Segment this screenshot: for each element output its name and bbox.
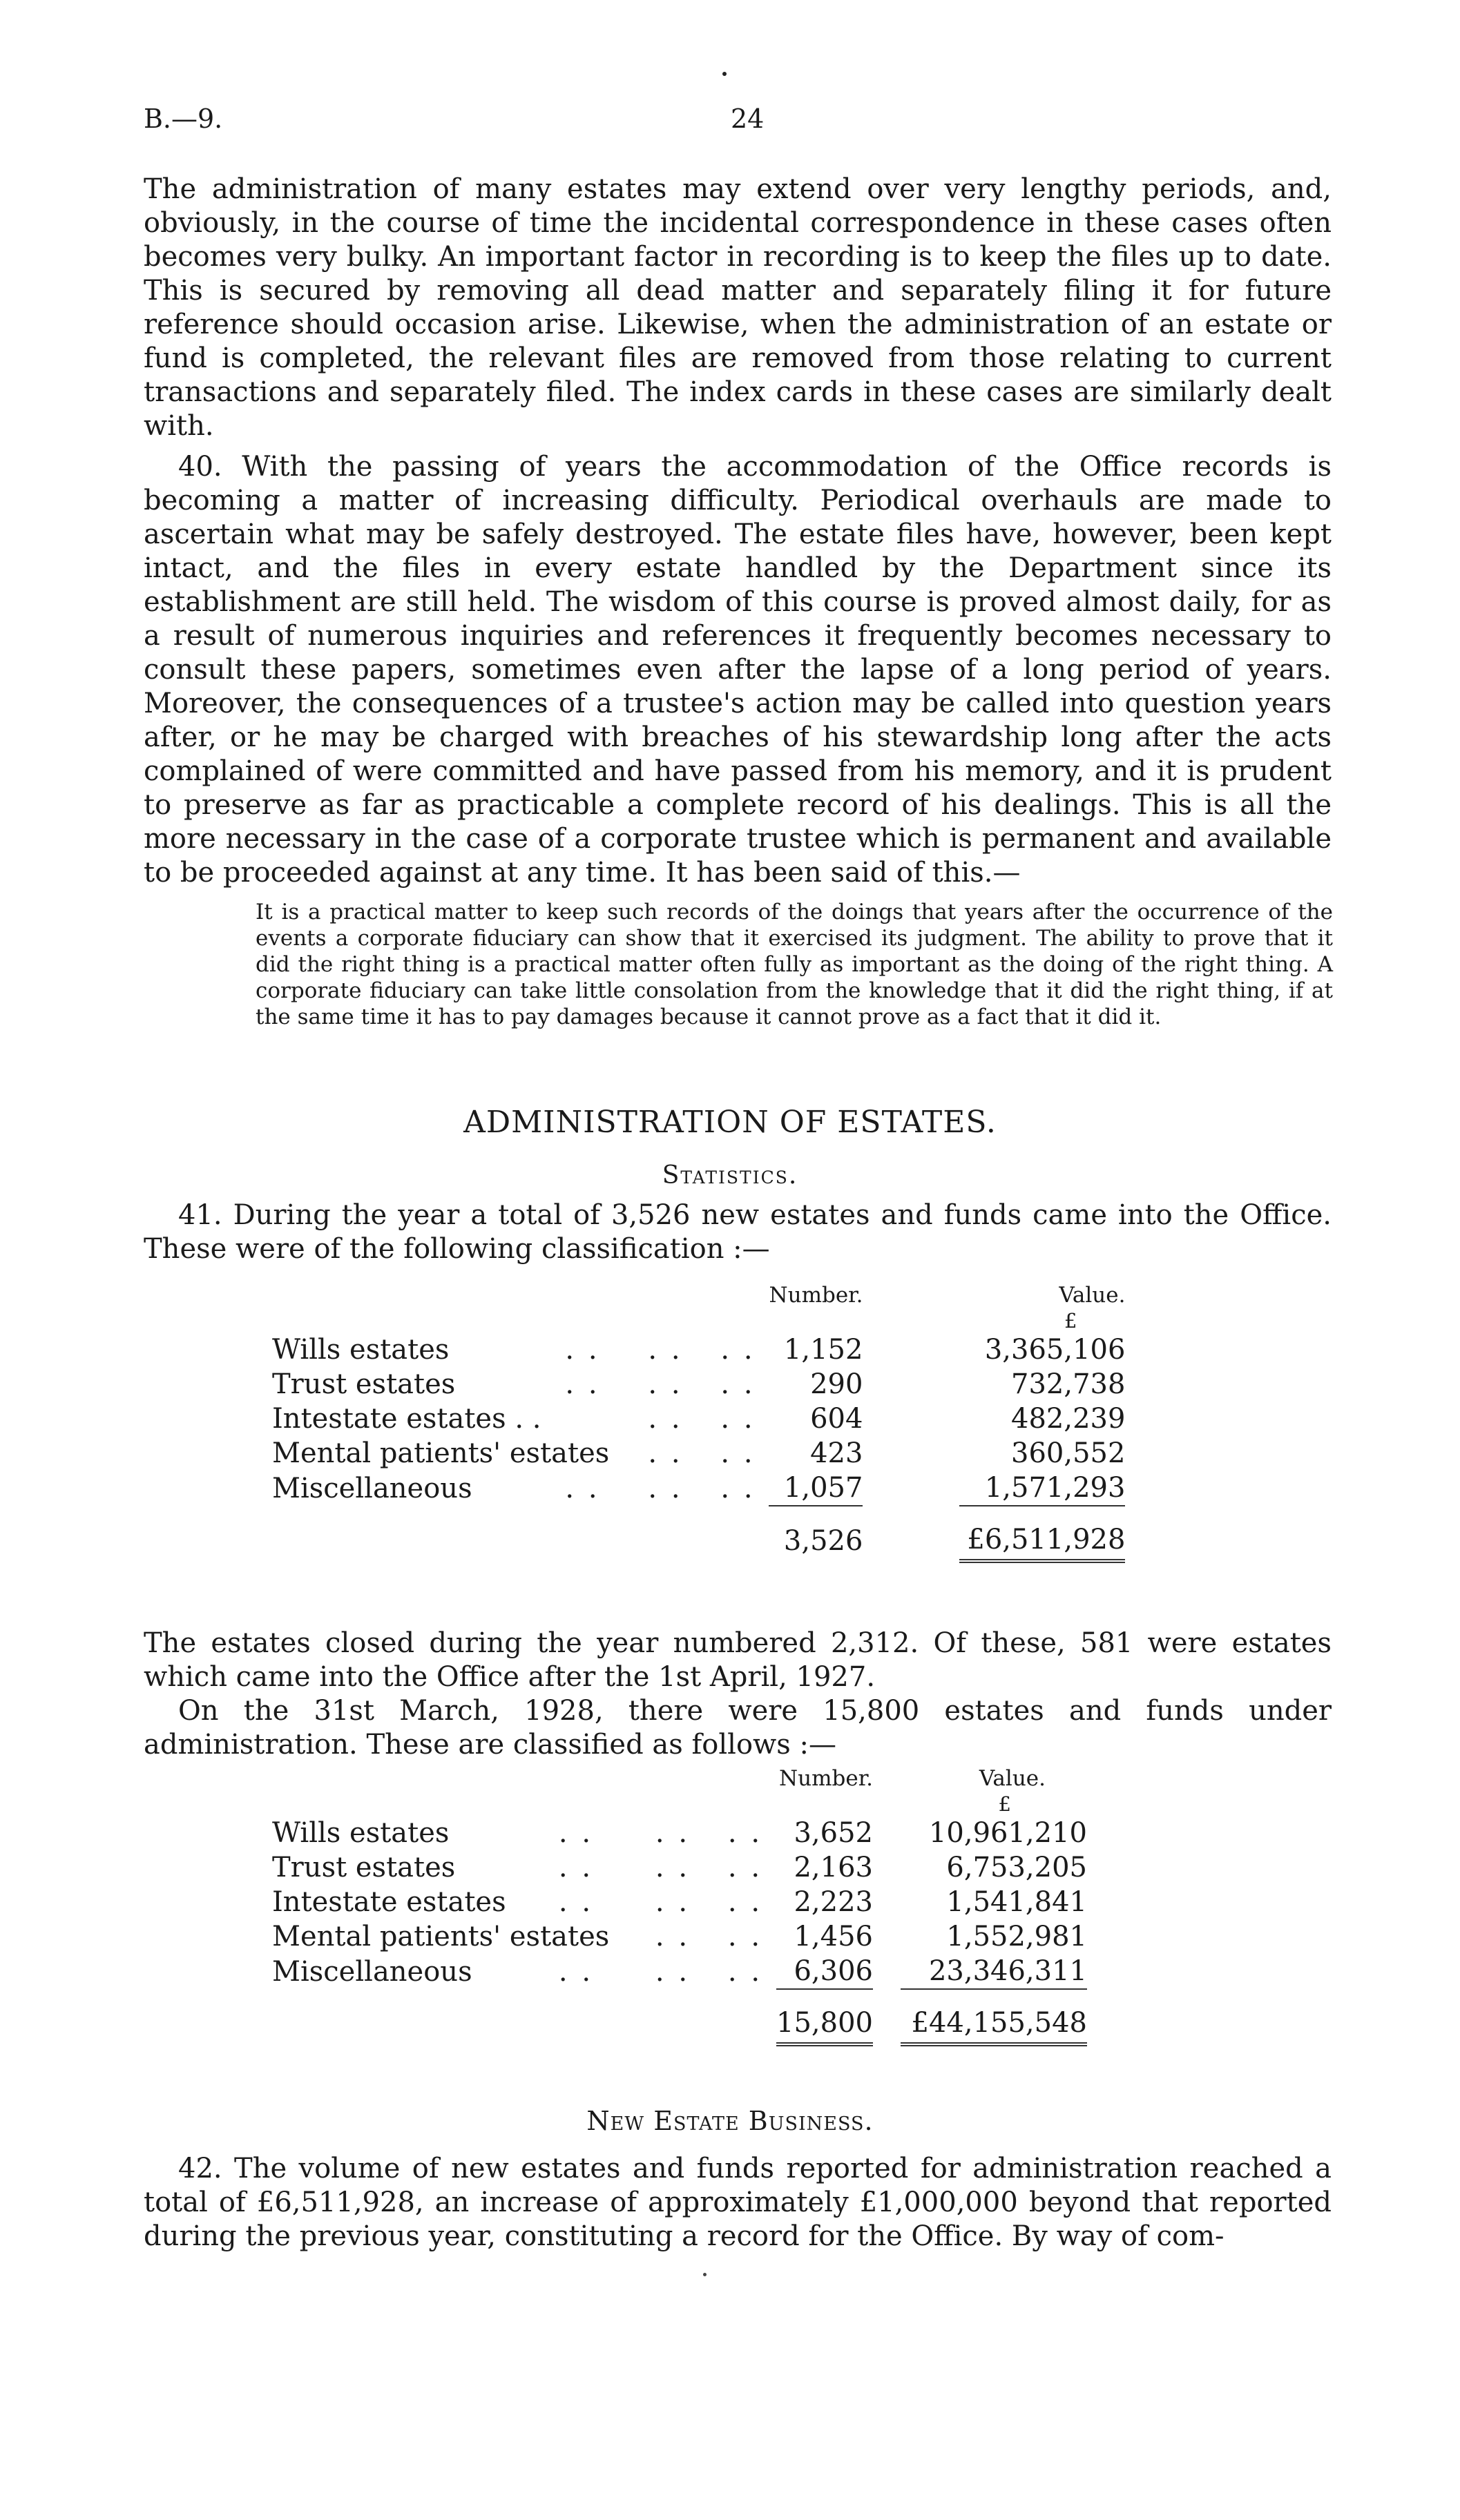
row-number: 290 xyxy=(810,1368,863,1400)
column-header-number: Number. xyxy=(769,1283,863,1308)
page-number: 24 xyxy=(731,104,765,134)
leader-dots: . . xyxy=(720,1403,756,1435)
leader-dots: . . xyxy=(727,1921,763,1952)
currency-symbol: £ xyxy=(998,1792,1011,1816)
row-value: 6,753,205 xyxy=(946,1852,1087,1883)
row-number: 1,152 xyxy=(783,1334,863,1366)
section-title: ADMINISTRATION OF ESTATES. xyxy=(463,1105,997,1140)
table-row xyxy=(272,1816,1087,1850)
row-value: 23,346,311 xyxy=(928,1955,1087,1987)
page-header xyxy=(144,104,1332,145)
row-label: Miscellaneous xyxy=(272,1955,472,1988)
total-value: £44,155,548 xyxy=(901,1989,1087,2044)
leader-dots: . . xyxy=(648,1403,683,1435)
row-label: Intestate estates xyxy=(272,1886,506,1918)
leader-dots: . . xyxy=(727,1817,763,1849)
paragraph-text: 42. The volume of new estates and funds reported for administration reached a total of £6,511,928, an increase of approximately £1,000,000 beyond that reported during the previous year, constituting a record for the Office. By way of com- xyxy=(144,2153,1332,2252)
leader-dots: . . xyxy=(648,1368,683,1400)
table-row xyxy=(272,1436,1125,1471)
row-number: 6,306 xyxy=(794,1955,873,1987)
table-header-row xyxy=(272,1281,1125,1309)
leader-dots: . . xyxy=(720,1437,756,1469)
paragraph-text: On the 31st March, 1928, there were 15,800 estates and funds under administration. These are classified as follows :— xyxy=(144,1695,1332,1761)
row-label: Mental patients' estates xyxy=(272,1437,610,1469)
total-row xyxy=(272,1989,1087,2044)
leader-dots: . . xyxy=(727,1955,763,1988)
new-estates-table xyxy=(272,1281,1125,1563)
row-label: Miscellaneous xyxy=(272,1472,472,1504)
print-mark xyxy=(703,2273,707,2276)
paragraph-closed-estates xyxy=(144,1627,1332,1762)
leader-dots: . . xyxy=(648,1334,683,1366)
row-value: 732,738 xyxy=(1011,1368,1126,1400)
leader-dots: . . xyxy=(655,1886,691,1918)
leader-dots: . . xyxy=(558,1852,594,1883)
print-mark xyxy=(722,72,727,76)
row-label: Intestate estates . . xyxy=(272,1403,541,1435)
subsection-title-new-estate-business: New Estate Business. xyxy=(586,2106,874,2136)
paragraph-records xyxy=(144,173,1332,443)
paragraph-text: 40. With the passing of years the accommodation of the Office records is becoming a matter of increasing difficulty. Periodical overhauls are made to ascertain what may be safely destroyed. The estate files have, however, been kept intact, and the files in every estate handled by the Department since its establishment are still held. The wisdom of this course is proved almost daily, for as a result of numerous inquiries and references it frequently becomes necessary to consult these papers, sometimes even after the lapse of a long period of years. Moreover, the consequences of a trustee's action may be called into question years after, or he may be charged with breaches of his stewardship long after the acts complained of were committed and have passed from his memory, and it is prudent to preserve as far as practicable a complete record of his dealings. This is all the more necessary in the case of a corporate trustee which is permanent and available to be proceeded against at any time. It has been said of this.— xyxy=(144,451,1332,889)
row-value: 482,239 xyxy=(1011,1403,1126,1435)
leader-dots: . . xyxy=(565,1334,600,1366)
leader-dots: . . xyxy=(655,1955,691,1988)
leader-dots: . . xyxy=(558,1817,594,1849)
currency-symbol: £ xyxy=(1064,1309,1077,1332)
row-number: 3,652 xyxy=(794,1817,873,1849)
block-quote: It is a practical matter to keep such records of the doings that years after the occurrence of the events a corporate fiduciary can show that it exercised its judgment. The ability to prove that it did the right thing is a practical matter often fully as important as the doing of the right thing. A corporate fiduciary can take little consolation from the knowledge that it did the right thing, if at the same time it has to pay damages because it cannot prove as a fact that it did it. xyxy=(256,900,1333,1029)
paragraph-text: The administration of many estates may extend over very lengthy periods, and, obviously, in the course of time the incidental correspondence in these cases often becomes very bulky. An important factor in recording is to keep the files up to date. This is secured by removing all dead matter and separately filing it for future reference should occasion arise. Likewise, when the administration of an estate or fund is completed, the relevant files are removed from those relating to current transactions and separately filed. The index cards in these cases are similarly dealt with. xyxy=(144,173,1332,442)
row-number: 1,456 xyxy=(794,1921,873,1952)
document-reference: B.—9. xyxy=(144,104,223,134)
table-row xyxy=(272,1402,1125,1436)
table-row xyxy=(272,1919,1087,1954)
leader-dots: . . xyxy=(720,1368,756,1400)
total-value: £6,511,928 xyxy=(959,1506,1125,1561)
row-label: Wills estates xyxy=(272,1334,450,1366)
total-row xyxy=(272,1506,1125,1561)
total-number: 3,526 xyxy=(769,1506,863,1561)
table-row xyxy=(272,1885,1087,1919)
leader-dots: . . xyxy=(565,1472,600,1504)
row-number: 423 xyxy=(810,1437,863,1469)
currency-row xyxy=(272,1792,1087,1816)
table-row xyxy=(272,1850,1087,1885)
table-row xyxy=(272,1367,1125,1402)
table-row xyxy=(272,1954,1087,1989)
row-number: 2,163 xyxy=(794,1852,873,1883)
leader-dots: . . xyxy=(720,1334,756,1366)
row-label: Wills estates xyxy=(272,1817,450,1849)
subsection-title-statistics: Statistics. xyxy=(662,1161,798,1190)
column-header-number: Number. xyxy=(779,1766,873,1791)
estates-under-administration-table xyxy=(272,1765,1087,2046)
table-header-row xyxy=(272,1765,1087,1792)
table-row xyxy=(272,1471,1125,1506)
row-value: 1,552,981 xyxy=(946,1921,1087,1952)
row-label: Mental patients' estates xyxy=(272,1921,610,1952)
row-value: 360,552 xyxy=(1011,1437,1126,1469)
row-value: 1,541,841 xyxy=(946,1886,1087,1918)
leader-dots: . . xyxy=(727,1886,763,1918)
row-number: 1,057 xyxy=(783,1472,863,1504)
currency-row xyxy=(272,1309,1125,1332)
leader-dots: . . xyxy=(558,1886,594,1918)
row-value: 3,365,106 xyxy=(984,1334,1126,1366)
row-number: 604 xyxy=(810,1403,863,1435)
table-row xyxy=(272,1332,1125,1367)
row-value: 1,571,293 xyxy=(984,1472,1126,1504)
total-number: 15,800 xyxy=(776,1989,873,2044)
row-label: Trust estates xyxy=(272,1368,456,1400)
leader-dots: . . xyxy=(558,1955,594,1988)
leader-dots: . . xyxy=(648,1437,683,1469)
paragraph-41 xyxy=(144,1199,1332,1266)
paragraph-text: The estates closed during the year numbered 2,312. Of these, 581 were estates which came into the Office after the 1st April, 1927. xyxy=(144,1627,1332,1693)
column-header-value: Value. xyxy=(979,1766,1046,1791)
paragraph-text: 41. During the year a total of 3,526 new estates and funds came into the Office. These were of the following classification :— xyxy=(144,1199,1332,1265)
row-label: Trust estates xyxy=(272,1852,456,1883)
leader-dots: . . xyxy=(565,1368,600,1400)
leader-dots: . . xyxy=(720,1472,756,1504)
leader-dots: . . xyxy=(655,1852,691,1883)
leader-dots: . . xyxy=(655,1817,691,1849)
column-header-value: Value. xyxy=(1059,1283,1126,1308)
leader-dots: . . xyxy=(727,1852,763,1883)
paragraph-42 xyxy=(144,2152,1332,2254)
paragraph-40 xyxy=(144,450,1332,890)
row-value: 10,961,210 xyxy=(928,1817,1087,1849)
leader-dots: . . xyxy=(648,1472,683,1504)
row-number: 2,223 xyxy=(794,1886,873,1918)
leader-dots: . . xyxy=(655,1921,691,1952)
